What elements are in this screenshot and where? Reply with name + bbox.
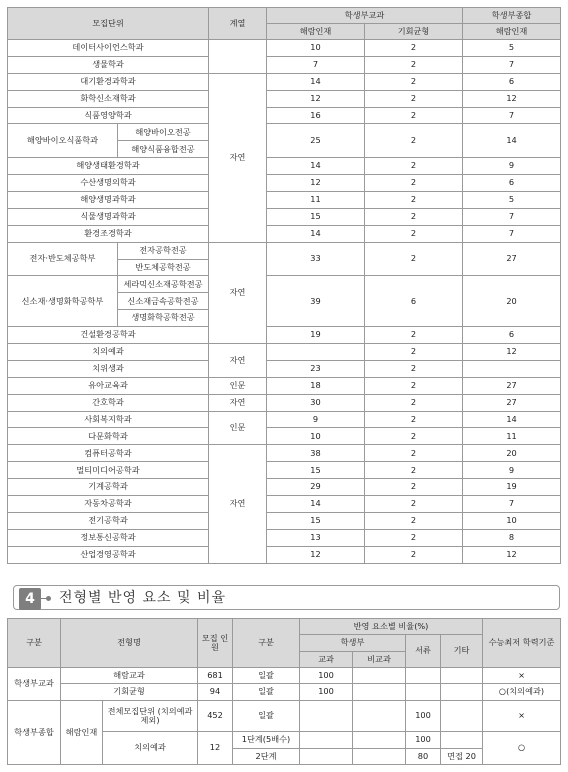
section-header — [7, 583, 560, 612]
count-cell: 38 — [267, 445, 365, 462]
count-cell: 10 — [267, 428, 365, 445]
connector-dot-icon — [41, 596, 51, 602]
other-cell — [441, 700, 483, 732]
count-cell: 27 — [463, 394, 561, 411]
table-row — [8, 225, 561, 242]
count-cell: 19 — [463, 479, 561, 496]
count-cell: 2 — [365, 90, 463, 107]
header-other: 기타 — [441, 635, 483, 668]
quota-cell: 681 — [198, 667, 233, 683]
table-row — [8, 192, 561, 209]
table-row — [8, 479, 561, 496]
dept-name: 수산생명의학과 — [8, 175, 209, 192]
count-cell: 39 — [267, 276, 365, 327]
table-row — [8, 327, 561, 344]
dept-name: 멀티미디어공학과 — [8, 462, 209, 479]
section-number: 4 — [19, 588, 41, 610]
count-cell: 7 — [463, 56, 561, 73]
dept-name: 대기환경과학과 — [8, 73, 209, 90]
document-cell: 100 — [406, 732, 441, 748]
count-cell: 15 — [267, 462, 365, 479]
table-row — [8, 242, 561, 259]
count-cell: 12 — [267, 90, 365, 107]
non-subject-cell — [353, 667, 406, 683]
dept-name: 해양바이오식품학과 — [8, 124, 118, 158]
count-cell: 19 — [267, 327, 365, 344]
table-row — [8, 360, 561, 377]
dept-name: 전자·반도체공학부 — [8, 242, 118, 276]
other-cell — [441, 684, 483, 700]
category-cell: 인문 — [209, 411, 267, 445]
count-cell: 33 — [267, 242, 365, 276]
table-row — [8, 175, 561, 192]
table-row — [8, 445, 561, 462]
major-name: 신소재금속공학전공 — [118, 293, 209, 310]
count-cell: 14 — [463, 124, 561, 158]
table-row — [8, 377, 561, 394]
dept-name: 전기공학과 — [8, 512, 209, 529]
count-cell: 15 — [267, 512, 365, 529]
count-cell: 2 — [365, 428, 463, 445]
subject-cell: 100 — [300, 667, 353, 683]
document-cell — [406, 667, 441, 683]
admission-name: 기회균형 — [61, 684, 198, 700]
table-row — [8, 411, 561, 428]
count-cell: 14 — [267, 73, 365, 90]
non-subject-cell — [353, 684, 406, 700]
header-quota: 모집 인원 — [198, 619, 233, 668]
count-cell: 10 — [463, 512, 561, 529]
table-row — [8, 158, 561, 175]
count-cell: 11 — [463, 428, 561, 445]
table-row — [8, 496, 561, 513]
table-row — [8, 394, 561, 411]
section-title: 전형별 반영 요소 및 비율 — [59, 590, 227, 606]
dept-name: 다문화학과 — [8, 428, 209, 445]
count-cell: 25 — [267, 124, 365, 158]
header-type: 구분 — [8, 619, 61, 668]
header-record: 학생부 — [300, 635, 406, 651]
document-cell: 100 — [406, 700, 441, 732]
count-cell: 29 — [267, 479, 365, 496]
count-cell: 5 — [463, 40, 561, 57]
admission-name: 치의예과 — [103, 732, 198, 765]
dept-name: 치위생과 — [8, 360, 209, 377]
table-row — [8, 462, 561, 479]
table-row — [8, 276, 561, 293]
count-cell: 10 — [267, 40, 365, 57]
category-cell: 자연 — [209, 73, 267, 242]
count-cell: 7 — [463, 496, 561, 513]
other-cell: 면접 20 — [441, 748, 483, 764]
count-cell: 2 — [365, 158, 463, 175]
dept-name: 산업경영공학과 — [8, 546, 209, 563]
dept-name: 신소재·생명화학공학부 — [8, 276, 118, 327]
dept-name: 정보통신공학과 — [8, 529, 209, 546]
category-cell: 자연 — [209, 242, 267, 343]
count-cell: 2 — [365, 124, 463, 158]
count-cell: 2 — [365, 242, 463, 276]
category-cell: 자연 — [209, 394, 267, 411]
count-cell: 2 — [365, 107, 463, 124]
dept-name: 해양생명과학과 — [8, 192, 209, 209]
count-cell: 2 — [365, 546, 463, 563]
count-cell: 14 — [267, 225, 365, 242]
count-cell: 6 — [463, 175, 561, 192]
header-student-comprehensive: 학생부종합 — [463, 8, 561, 24]
count-cell: 2 — [365, 344, 463, 361]
count-cell: 14 — [463, 411, 561, 428]
csat-cell: × — [483, 667, 561, 683]
count-cell: 2 — [365, 192, 463, 209]
count-cell: 2 — [365, 360, 463, 377]
quota-cell: 12 — [198, 732, 233, 765]
header-non-subject: 비교과 — [353, 651, 406, 667]
header-document: 서류 — [406, 635, 441, 668]
count-cell: 2 — [365, 411, 463, 428]
count-cell: 2 — [365, 479, 463, 496]
count-cell: 18 — [267, 377, 365, 394]
table-row — [8, 529, 561, 546]
count-cell: 2 — [365, 529, 463, 546]
table-row — [8, 684, 561, 700]
subject-cell — [300, 748, 353, 764]
dept-name: 기계공학과 — [8, 479, 209, 496]
table-header-row — [8, 8, 561, 24]
table-row — [8, 344, 561, 361]
table-row — [8, 667, 561, 683]
count-cell: 30 — [267, 394, 365, 411]
table-row — [8, 107, 561, 124]
major-name: 세라믹신소재공학전공 — [118, 276, 209, 293]
header-regional-talent-2: 해람인재 — [463, 24, 561, 40]
subject-cell: 100 — [300, 684, 353, 700]
division-cell: 일괄 — [233, 684, 300, 700]
admission-name: 전체모집단위 (치의예과 제외) — [103, 700, 198, 732]
major-name: 반도체공학전공 — [118, 259, 209, 276]
division-cell: 2단계 — [233, 748, 300, 764]
division-cell: 일괄 — [233, 700, 300, 732]
department-quota-table — [7, 7, 561, 564]
count-cell: 12 — [267, 546, 365, 563]
header-ratio: 반영 요소별 비율(%) — [300, 619, 483, 635]
header-regional-talent: 해람인재 — [267, 24, 365, 40]
count-cell: 9 — [463, 158, 561, 175]
admission-ratio-table — [7, 618, 561, 765]
table-row — [8, 73, 561, 90]
count-cell: 16 — [267, 107, 365, 124]
count-cell: 7 — [267, 56, 365, 73]
count-cell: 20 — [463, 276, 561, 327]
non-subject-cell — [353, 732, 406, 748]
major-name: 해양바이오전공 — [118, 124, 209, 141]
dept-name: 해양생태환경학과 — [8, 158, 209, 175]
count-cell: 27 — [463, 242, 561, 276]
count-cell: 27 — [463, 377, 561, 394]
category-cell: 자연 — [209, 344, 267, 378]
category-cell: 자연 — [209, 445, 267, 563]
category-cell — [209, 40, 267, 74]
dept-name: 컴퓨터공학과 — [8, 445, 209, 462]
count-cell — [267, 344, 365, 361]
major-name: 생명화학공학전공 — [118, 310, 209, 327]
table-row — [8, 428, 561, 445]
count-cell — [463, 360, 561, 377]
quota-cell: 94 — [198, 684, 233, 700]
count-cell: 7 — [463, 107, 561, 124]
count-cell: 7 — [463, 208, 561, 225]
count-cell: 2 — [365, 512, 463, 529]
count-cell: 6 — [463, 73, 561, 90]
table-row — [8, 512, 561, 529]
count-cell: 12 — [463, 90, 561, 107]
count-cell: 14 — [267, 158, 365, 175]
division-cell: 1단계(5배수) — [233, 732, 300, 748]
count-cell: 5 — [463, 192, 561, 209]
document-cell: 80 — [406, 748, 441, 764]
dept-name: 자동차공학과 — [8, 496, 209, 513]
header-student-subject: 학생부교과 — [267, 8, 463, 24]
header-division: 구분 — [233, 619, 300, 668]
major-name: 해양식품융합전공 — [118, 141, 209, 158]
count-cell: 2 — [365, 225, 463, 242]
count-cell: 13 — [267, 529, 365, 546]
count-cell: 2 — [365, 496, 463, 513]
dept-name: 유아교육과 — [8, 377, 209, 394]
table-header-row — [8, 619, 561, 635]
category-cell: 인문 — [209, 377, 267, 394]
count-cell: 2 — [365, 73, 463, 90]
header-subject: 교과 — [300, 651, 353, 667]
table-row — [8, 56, 561, 73]
count-cell: 9 — [463, 462, 561, 479]
count-cell: 20 — [463, 445, 561, 462]
dept-name: 데이터사이언스학과 — [8, 40, 209, 57]
non-subject-cell — [353, 748, 406, 764]
count-cell: 2 — [365, 208, 463, 225]
count-cell: 15 — [267, 208, 365, 225]
count-cell: 2 — [365, 40, 463, 57]
document-cell — [406, 684, 441, 700]
subject-cell — [300, 700, 353, 732]
count-cell: 2 — [365, 394, 463, 411]
table-row — [8, 90, 561, 107]
count-cell: 12 — [463, 344, 561, 361]
non-subject-cell — [353, 700, 406, 732]
header-unit: 모집단위 — [8, 8, 209, 40]
csat-cell: ○(치의예과) — [483, 684, 561, 700]
count-cell: 9 — [267, 411, 365, 428]
count-cell: 14 — [267, 496, 365, 513]
table-row — [8, 124, 561, 141]
header-category: 계열 — [209, 8, 267, 40]
dept-name: 화학신소재학과 — [8, 90, 209, 107]
table-row — [8, 546, 561, 563]
subject-cell — [300, 732, 353, 748]
table-row — [8, 208, 561, 225]
table-row — [8, 700, 561, 732]
dept-name: 생물학과 — [8, 56, 209, 73]
count-cell: 2 — [365, 327, 463, 344]
count-cell: 2 — [365, 377, 463, 394]
count-cell: 8 — [463, 529, 561, 546]
dept-name: 건설환경공학과 — [8, 327, 209, 344]
count-cell: 2 — [365, 175, 463, 192]
group-label: 학생부교과 — [8, 667, 61, 700]
header-opportunity: 기회균형 — [365, 24, 463, 40]
count-cell: 11 — [267, 192, 365, 209]
count-cell: 6 — [463, 327, 561, 344]
count-cell: 23 — [267, 360, 365, 377]
count-cell: 12 — [267, 175, 365, 192]
count-cell: 12 — [463, 546, 561, 563]
count-cell: 2 — [365, 462, 463, 479]
dept-name: 치의예과 — [8, 344, 209, 361]
count-cell: 6 — [365, 276, 463, 327]
other-cell — [441, 732, 483, 748]
group-label: 학생부종합 — [8, 700, 61, 764]
header-admission: 전형명 — [61, 619, 198, 668]
dept-name: 간호학과 — [8, 394, 209, 411]
other-cell — [441, 667, 483, 683]
dept-name: 식품영양학과 — [8, 107, 209, 124]
dept-name: 식물생명과학과 — [8, 208, 209, 225]
count-cell: 2 — [365, 56, 463, 73]
quota-cell: 452 — [198, 700, 233, 732]
header-csat: 수능최저 학력기준 — [483, 619, 561, 668]
table-row — [8, 40, 561, 57]
csat-cell: × — [483, 700, 561, 732]
division-cell: 일괄 — [233, 667, 300, 683]
count-cell: 2 — [365, 445, 463, 462]
dept-name: 환경조경학과 — [8, 225, 209, 242]
admission-name: 해람교과 — [61, 667, 198, 683]
csat-cell: ○ — [483, 732, 561, 765]
dept-name: 사회복지학과 — [8, 411, 209, 428]
count-cell: 7 — [463, 225, 561, 242]
sub-group-label: 해람인재 — [61, 700, 103, 764]
major-name: 전자공학전공 — [118, 242, 209, 259]
